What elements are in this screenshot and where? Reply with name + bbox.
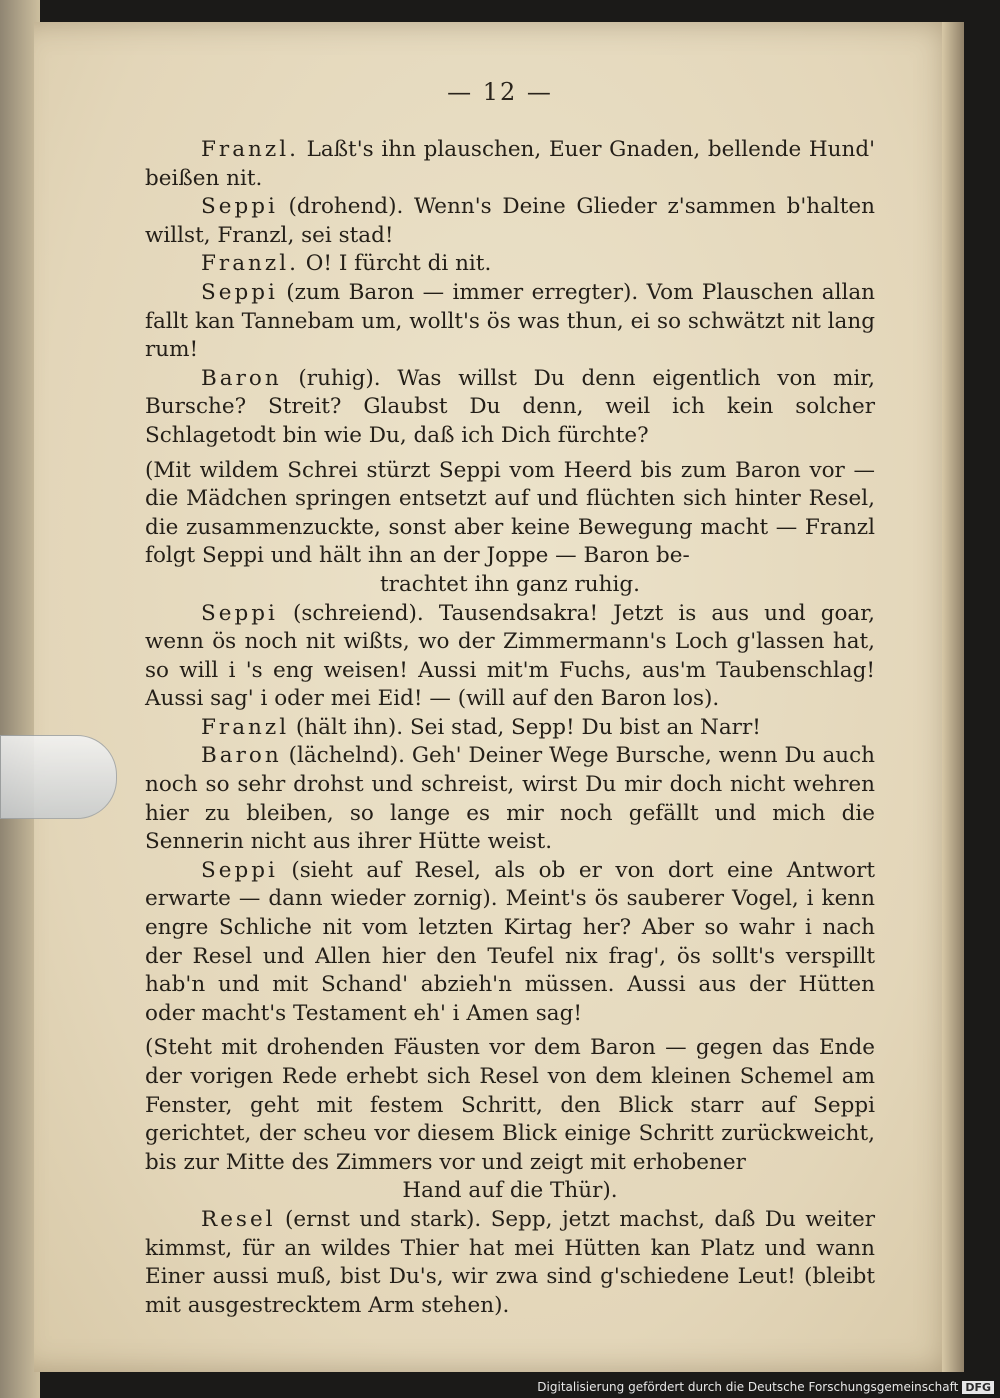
stage-direction <box>145 1034 875 1206</box>
dialogue-text: (ruhig). Was willst Du denn eigentlich von mir, Bursche? Streit? Glaubst Du denn, weil ich kein solcher Schlagetodt bin wie Du, daß ich Dich fürchte? <box>145 365 875 448</box>
dialogue-text: (hält ihn). Sei stad, Sepp! Du bist an Narr! <box>289 714 761 740</box>
stage-direction-last-line: Hand auf die Thür). <box>402 1178 618 1204</box>
dialogue-line <box>145 250 875 279</box>
page-gutter-shadow <box>942 22 964 1372</box>
dialogue-line <box>145 742 875 856</box>
speaker-name: Franzl. <box>201 137 299 162</box>
digitization-credit <box>537 1380 994 1394</box>
dialogue-line <box>145 193 875 250</box>
speaker-name: Seppi <box>201 600 278 626</box>
speaker-name: Resel <box>201 1206 276 1232</box>
dialogue-text: (schreiend). Tausendsakra! Jetzt is aus und goar, wenn ös noch nit wißts, wo der Zimmermann's Loch g'lassen hat, so will i 's eng weisen! Aussi mit'm Fuchs, aus'm Taubenschlag! Aussi sag' i oder mei Eid! — (will auf den Baron los). <box>145 600 875 712</box>
plastic-page-marker <box>0 735 117 819</box>
dialogue-text: (zum Baron — immer erregter). Vom Plauschen allan fallt kan Tannebam um, wollt's ös was thun, ei so schwätzt nit lang rum! <box>145 279 875 363</box>
dfg-logo: DFG <box>962 1381 994 1394</box>
speaker-name: Franzl <box>201 714 290 740</box>
speaker-name: Baron <box>201 365 282 391</box>
dialogue-line <box>145 136 875 193</box>
dialogue-text: (drohend). Wenn's Deine Glieder z'sammen b'halten willst, Franzl, sei stad! <box>145 194 875 248</box>
dialogue-text: (sieht auf Resel, als ob er von dort eine Antwort erwarte — dann wieder zornig). Meint's ös sauberer Vogel, i kenn engre Schliche nit vom letzten Kirtag her? Aber so wahr i nach der Resel und Allen hier den Teufel nix frag', ös sollt's verspillt hab'n und mit Schand' abzieh'n müssen. Aussi aus der Hütten oder macht's Testament eh' i Amen sag! <box>145 857 875 1026</box>
dialogue-text: Laßt's ihn plauschen, Euer Gnaden, bellende Hund' beißen nit. <box>145 137 875 191</box>
dialogue-line <box>145 365 875 451</box>
dialogue-line <box>145 714 875 743</box>
speaker-name: Seppi <box>201 279 278 305</box>
dialogue-line <box>145 857 875 1029</box>
dialogue-text: O! I fürcht di nit. <box>298 251 492 277</box>
stage-direction <box>145 457 875 600</box>
dialogue-text: (ernst und stark). Sepp, jetzt machst, daß Du weiter kimmst, für an wildes Thier hat mei Hütten kan Platz und wann Einer aussi muß, bist Du's, wir zwa sind g'schiedene Leut! (bleibt mit ausgestrecktem Arm stehen). <box>145 1206 875 1318</box>
speaker-name: Seppi <box>201 857 278 883</box>
dialogue-text: (lächelnd). Geh' Deiner Wege Bursche, wenn Du auch noch so sehr drohst und schreist, wirst Du mir doch nicht wehren hier zu bleiben, so lange es mir noch gefällt und mich die Sennerin nicht aus ihrer Hütte weist. <box>145 743 875 855</box>
dialogue-line <box>145 600 875 714</box>
credit-text: Digitalisierung gefördert durch die Deutsche Forschungsgemeinschaft <box>537 1380 959 1394</box>
page-number: — 12 — <box>447 78 553 106</box>
dialogue-line <box>145 1206 875 1320</box>
speaker-name: Seppi <box>201 194 278 220</box>
dialogue-line <box>145 279 875 365</box>
speaker-name: Franzl. <box>201 251 299 277</box>
speaker-name: Baron <box>201 743 282 769</box>
page-text <box>145 136 875 1320</box>
stage-direction-text: (Mit wildem Schrei stürzt Seppi vom Heerd bis zum Baron vor — die Mädchen springen entsetzt auf und flüchten sich hinter Resel, die zusammenzuckte, sonst aber keine Bewegung macht — Franzl folgt Seppi und hält ihn an der Joppe — Baron be- <box>145 457 875 569</box>
stage-direction-last-line: trachtet ihn ganz ruhig. <box>380 571 640 597</box>
stage-direction-text: (Steht mit drohenden Fäusten vor dem Baron — gegen das Ende der vorigen Rede erhebt sich Resel von dem kleinen Schemel am Fenster, geht mit festem Schritt, den Blick starr auf Seppi gerichtet, der scheu vor diesem Blick einige Schritt zurückweicht, bis zur Mitte des Zimmers vor und zeigt mit erhobener <box>145 1035 875 1175</box>
